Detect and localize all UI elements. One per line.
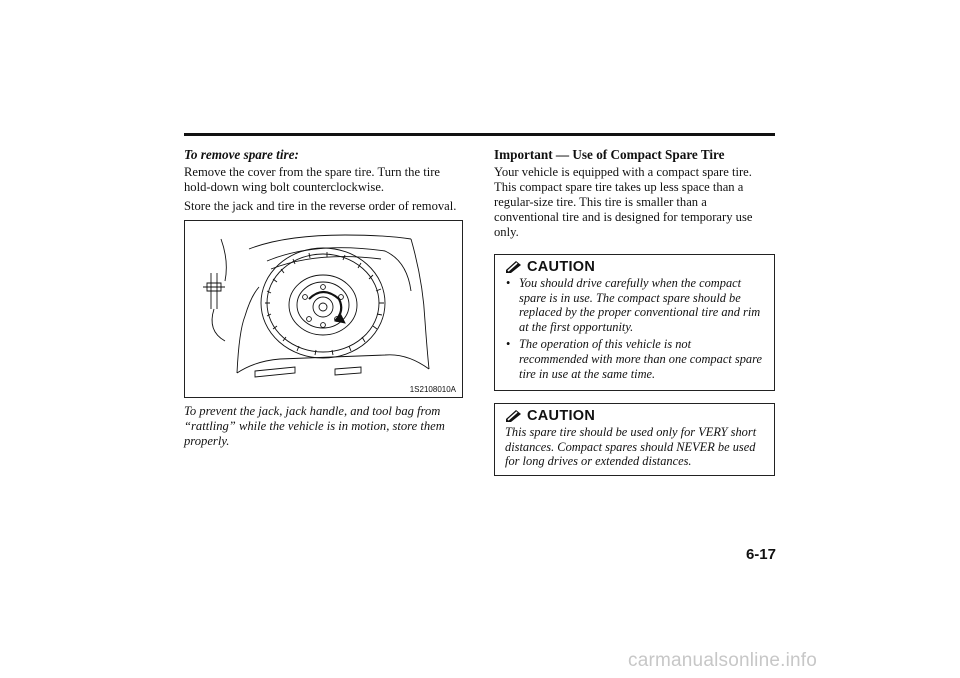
caution-box-1 [494, 254, 775, 391]
caution-title-1 [505, 259, 762, 275]
caution-pencil-icon [505, 409, 523, 423]
top-rule [184, 133, 775, 136]
remove-spare-heading: To remove spare tire: [184, 147, 299, 162]
storage-caption: To prevent the jack, jack handle, and tool bag from “rattling” while the vehicle is in motion, store them properly. [184, 404, 445, 448]
caution-item: • You should drive carefully when the compact spare is in use. The compact spare should be replaced by the proper conventional tire and rim at the first opportunity. [505, 276, 762, 334]
caution-word-2: CAUTION [527, 408, 596, 425]
caution-word-1: CAUTION [527, 259, 596, 275]
caution-list-1 [505, 276, 762, 381]
site-watermark: carmanualsonline.info [628, 650, 818, 671]
caution-item: • The operation of this vehicle is not recommended with more than one compact spare tire in use at the same time. [505, 337, 762, 381]
page-number: 6-17 [745, 546, 776, 563]
figure-id-label: 1S2108010A [409, 385, 456, 394]
spare-tire-drawing [185, 221, 462, 397]
spare-tire-illustration [184, 220, 463, 398]
compact-spare-intro: Your vehicle is equipped with a compact spare tire. This compact spare tire takes up less space than a regular-size tire. This tire is smaller than a conventional tire and is designed for temporary use only. [494, 165, 753, 239]
caution-box-2 [494, 403, 775, 476]
right-column [494, 146, 775, 488]
caution-pencil-icon [505, 260, 523, 274]
compact-spare-heading: Important — Use of Compact Spare Tire [494, 147, 725, 162]
store-instructions: Store the jack and tire in the reverse order of removal. [184, 199, 457, 213]
left-column [184, 146, 466, 453]
remove-instructions: Remove the cover from the spare tire. Turn the tire hold-down wing bolt counterclockwise. [184, 165, 441, 194]
caution-title-2 [505, 408, 762, 424]
caution-text-2: This spare tire should be used only for VERY short distances. Compact spares should NEVER be used for long drives or extended distances. [505, 425, 757, 469]
